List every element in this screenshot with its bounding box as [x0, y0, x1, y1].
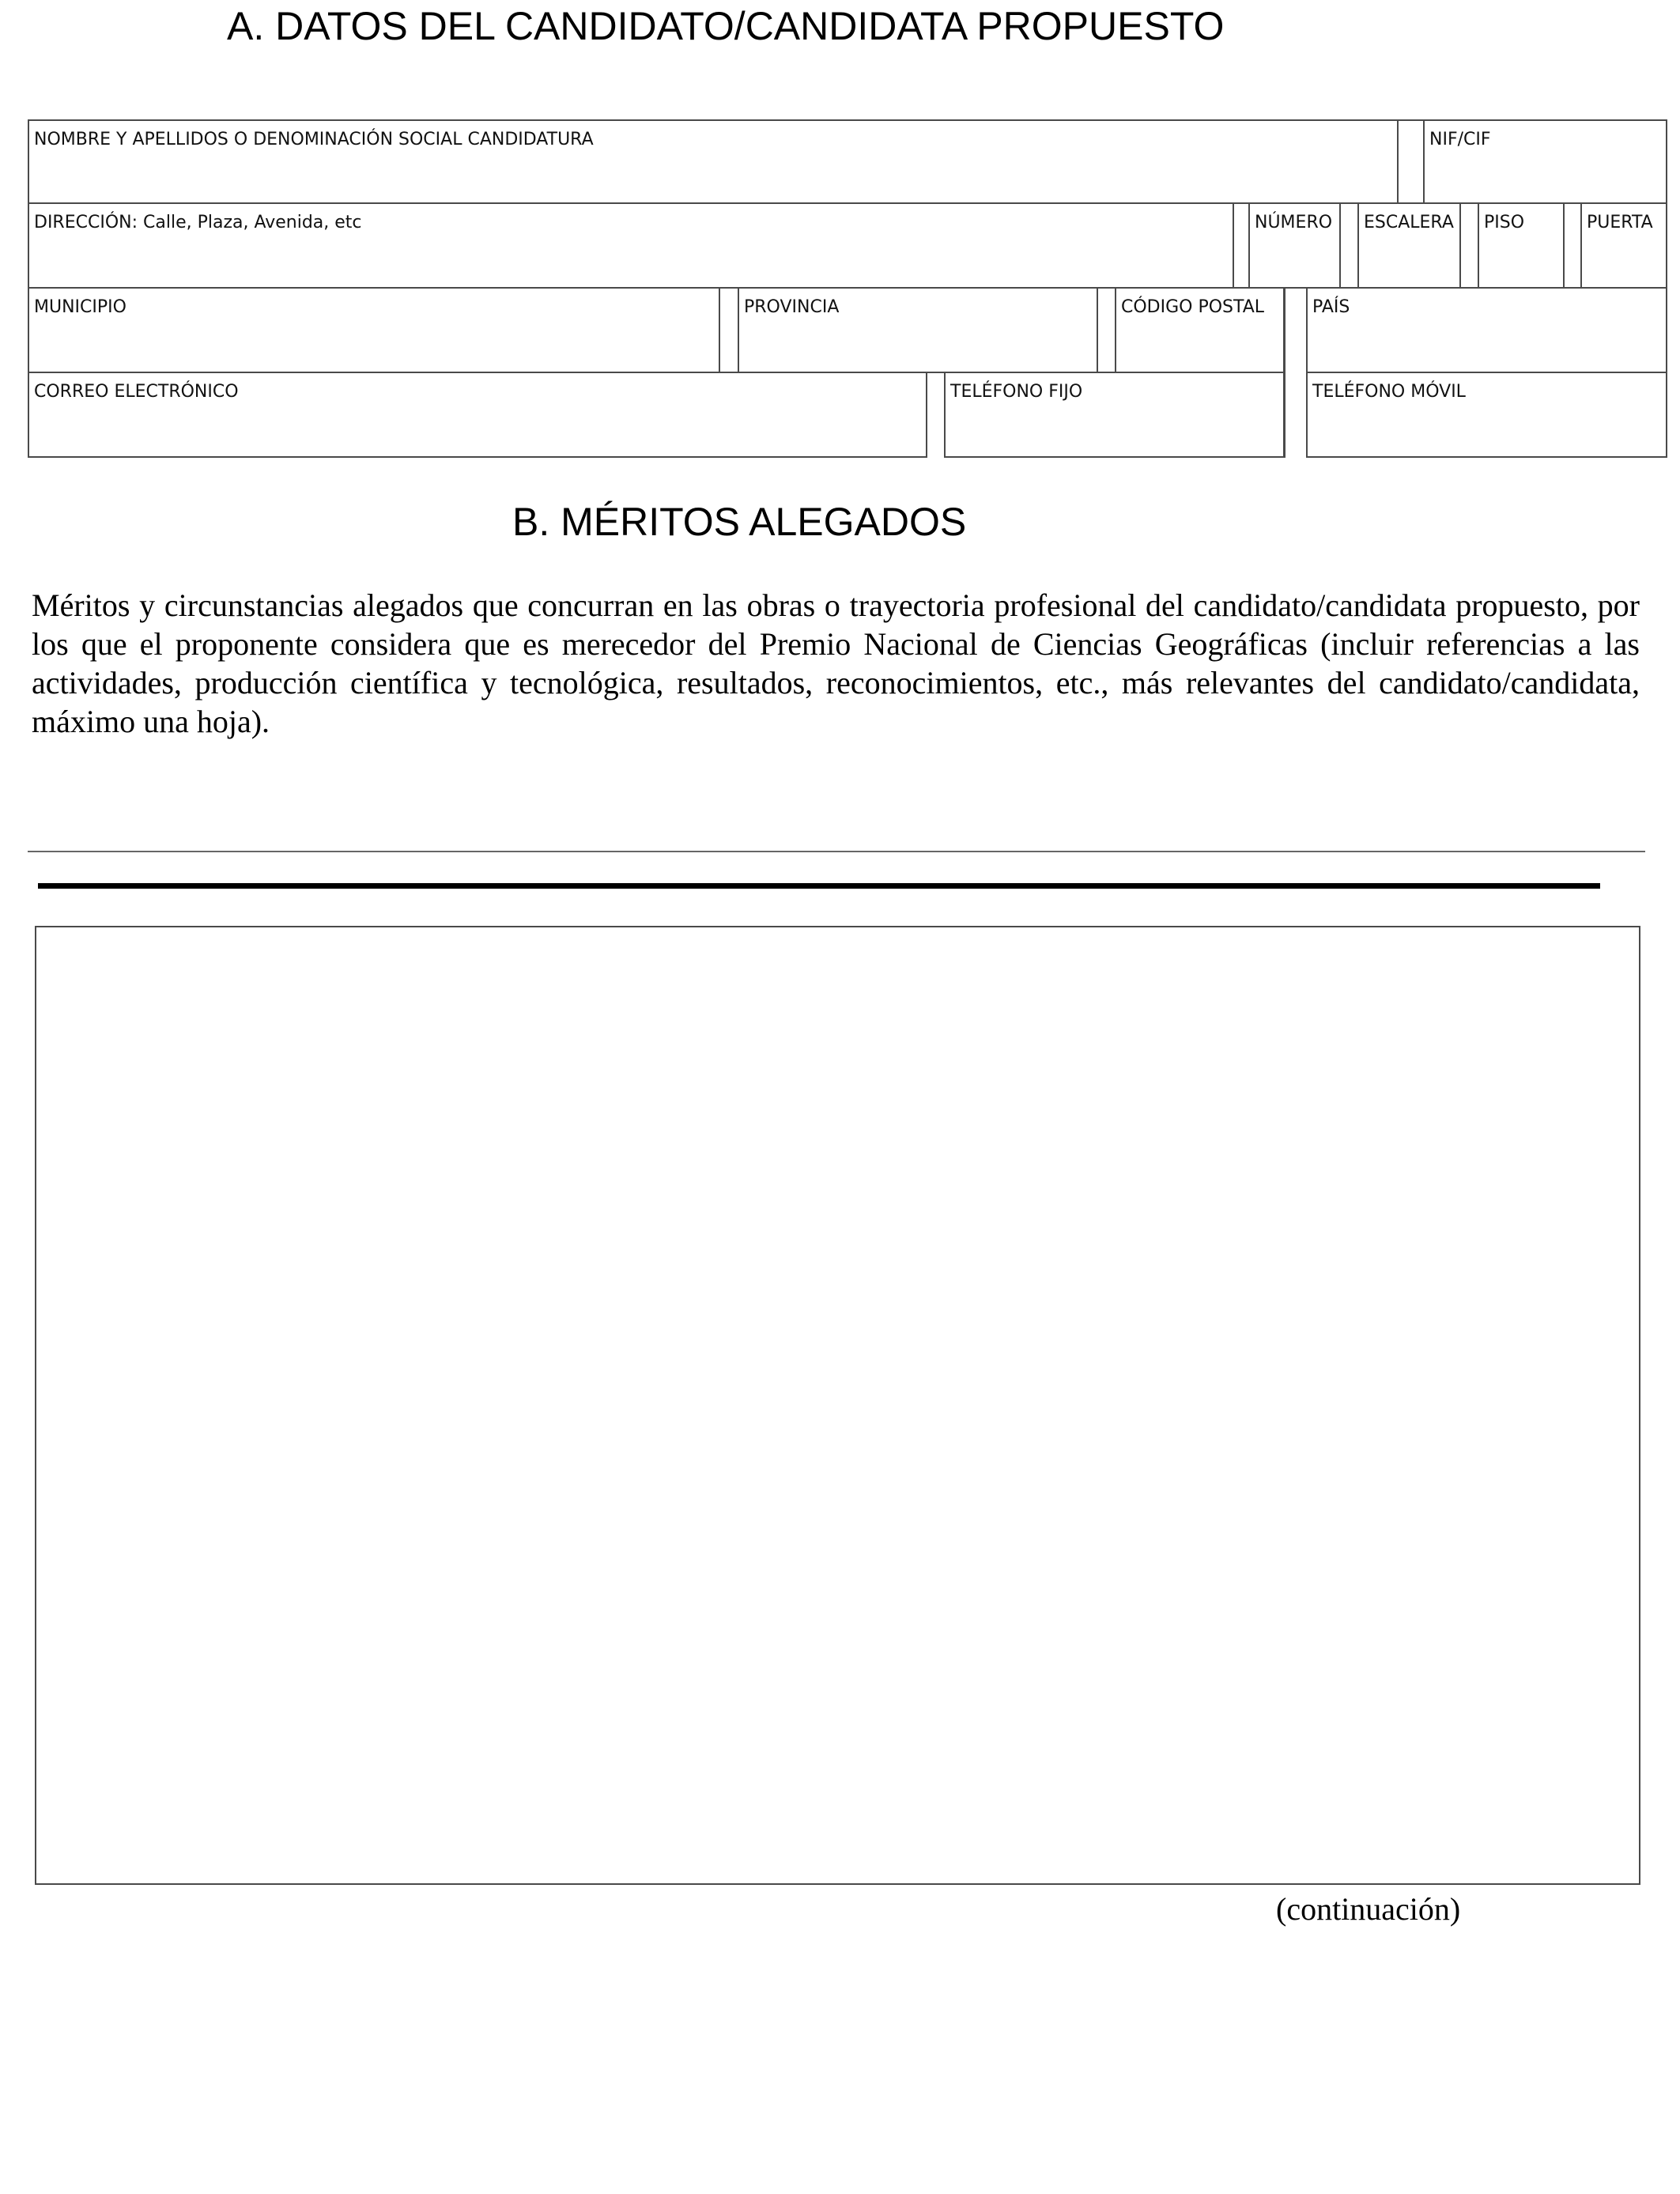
codigo-postal-label: CÓDIGO POSTAL — [1121, 297, 1265, 317]
escalera-label: ESCALERA — [1364, 213, 1454, 232]
continuacion-note: (continuación) — [1276, 1891, 1461, 1927]
telefono-movil-label: TELÉFONO MÓVIL — [1312, 382, 1466, 402]
escalera-separator — [1459, 202, 1479, 289]
provincia-label: PROVINCIA — [744, 297, 840, 317]
codigo-postal-field[interactable] — [1115, 287, 1285, 373]
direccion-separator — [1233, 202, 1250, 289]
divider-thick — [38, 883, 1600, 889]
piso-field[interactable] — [1478, 202, 1565, 289]
merits-textarea[interactable] — [35, 926, 1640, 1885]
puerta-field[interactable] — [1580, 202, 1667, 289]
nombre-label: NOMBRE Y APELLIDOS O DENOMINACIÓN SOCIAL CANDIDATURA — [34, 130, 594, 149]
nif-label: NIF/CIF — [1429, 130, 1491, 149]
numero-field[interactable] — [1248, 202, 1341, 289]
telefono-movil-field[interactable] — [1306, 372, 1667, 458]
nif-field[interactable] — [1423, 119, 1667, 204]
provincia-field[interactable] — [738, 287, 1098, 373]
numero-label: NÚMERO — [1255, 213, 1333, 232]
section-b-title: B. MÉRITOS ALEGADOS — [512, 500, 967, 544]
divider-thin — [28, 851, 1645, 852]
municipio-label: MUNICIPIO — [34, 297, 126, 317]
provincia-separator — [1097, 287, 1116, 373]
pais-label: PAÍS — [1312, 297, 1350, 317]
piso-separator — [1563, 202, 1582, 289]
municipio-field[interactable] — [28, 287, 720, 373]
nombre-separator — [1397, 119, 1425, 204]
pais-field[interactable] — [1306, 287, 1667, 373]
section-a-title: A. DATOS DEL CANDIDATO/CANDIDATA PROPUESTO — [227, 4, 1225, 48]
direccion-field[interactable] — [28, 202, 1234, 289]
telefono-fijo-field[interactable] — [944, 372, 1285, 458]
escalera-field[interactable] — [1357, 202, 1461, 289]
telefono-fijo-label: TELÉFONO FIJO — [950, 382, 1083, 402]
puerta-label: PUERTA — [1587, 213, 1653, 232]
numero-separator — [1339, 202, 1359, 289]
piso-label: PISO — [1484, 213, 1525, 232]
correo-label: CORREO ELECTRÓNICO — [34, 382, 239, 402]
row-3-4-divider — [1284, 287, 1285, 458]
direccion-label: DIRECCIÓN: Calle, Plaza, Avenida, etc — [34, 213, 362, 232]
section-b-description: Méritos y circunstancias alegados que concurran en las obras o trayectoria profesional del candidato/candidata propuesto, por los que el proponente considera que es merecedor del Premio Nacional de Ciencias Geográficas (incluir referencias a las actividades, producción científica y tecnológica, resultados, reconocimientos, etc., más relevantes del candidato/candidata, máximo una hoja). — [32, 587, 1640, 739]
municipio-separator — [719, 287, 739, 373]
correo-field[interactable] — [28, 372, 927, 458]
nombre-field[interactable] — [28, 119, 1399, 204]
